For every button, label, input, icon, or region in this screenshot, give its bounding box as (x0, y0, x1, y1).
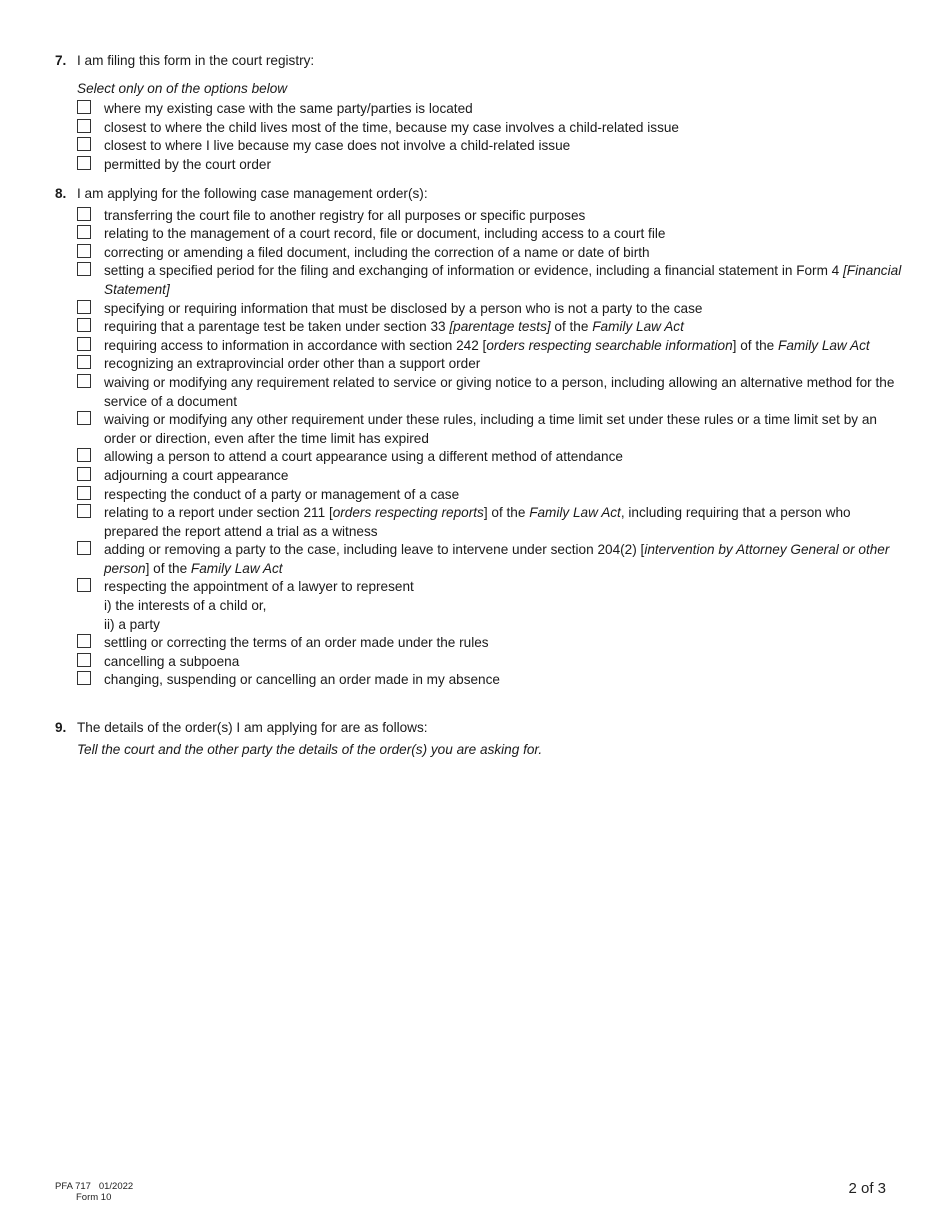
order-option-waive-requirement: waiving or modifying any other requirement under these rules, including a time limit set under these rules or a time limit set by an order or direction, even after the time limit has expired (77, 411, 905, 448)
question-number: 9. (55, 720, 67, 735)
lawyer-subitem: ii) a party (104, 616, 160, 632)
order-option-absence: changing, suspending or cancelling an order made in my absence (77, 671, 905, 690)
checkbox[interactable] (77, 156, 91, 170)
checkbox[interactable] (77, 448, 91, 462)
order-option-attendance-method: allowing a person to attend a court appearance using a different method of attendance (77, 448, 905, 467)
order-option-add-remove-party: adding or removing a party to the case, including leave to intervene under section 204(2) [intervention by Attorney General or other person] of the Family Law Act (77, 541, 905, 578)
order-option-appoint-lawyer: respecting the appointment of a lawyer to represent (77, 578, 905, 597)
order-option-searchable-info: requiring access to information in accordance with section 242 [orders respecting searchable information] of the Family Law Act (77, 337, 905, 356)
order-option-cancel-subpoena: cancelling a subpoena (77, 653, 905, 672)
question-text: I am filing this form in the court registry: (77, 53, 315, 68)
registry-option-court-order: permitted by the court order (77, 156, 905, 175)
checkbox[interactable] (77, 486, 91, 500)
checkbox[interactable] (77, 300, 91, 314)
checkbox[interactable] (77, 578, 91, 592)
registry-option-child-lives: closest to where the child lives most of the time, because my case involves a child-related issue (77, 119, 905, 138)
lawyer-subitem: i) the interests of a child or, (104, 598, 267, 614)
checkbox[interactable] (77, 671, 91, 685)
checkbox[interactable] (77, 467, 91, 481)
checkbox[interactable] (77, 207, 91, 221)
question-8 (55, 185, 905, 690)
order-option-transfer: transferring the court file to another registry for all purposes or specific purposes (77, 207, 905, 226)
order-option-court-record: relating to the management of a court record, file or document, including access to a court file (77, 225, 905, 244)
checkbox[interactable] (77, 411, 91, 425)
question-9 (55, 719, 905, 761)
question-text: I am applying for the following case management order(s): (77, 186, 428, 201)
checkbox[interactable] (77, 262, 91, 276)
instruction: Tell the court and the other party the details of the order(s) you are asking for. (77, 741, 543, 757)
order-option-parentage-test: requiring that a parentage test be taken under section 33 [parentage tests] of the Family Law Act (77, 318, 905, 337)
question-number: 8. (55, 186, 67, 201)
order-option-conduct: respecting the conduct of a party or management of a case (77, 486, 905, 505)
checkbox[interactable] (77, 653, 91, 667)
checkbox[interactable] (77, 337, 91, 351)
checkbox[interactable] (77, 244, 91, 258)
order-option-settle-terms: settling or correcting the terms of an order made under the rules (77, 634, 905, 653)
question-text: The details of the order(s) I am applying for are as follows: (77, 720, 428, 735)
question-7 (55, 52, 905, 175)
registry-option-existing-case: where my existing case with the same party/parties is located (77, 100, 905, 119)
question-number: 7. (55, 53, 67, 68)
instruction: Select only on of the options below (77, 80, 288, 96)
checkbox[interactable] (77, 100, 91, 114)
form-name: Form 10 (76, 1192, 112, 1203)
form-code: PFA 717 01/2022 Form 10 (55, 1181, 134, 1203)
order-option-adjourn: adjourning a court appearance (77, 467, 905, 486)
checkbox[interactable] (77, 355, 91, 369)
checkbox[interactable] (77, 137, 91, 151)
order-option-service: waiving or modifying any requirement related to service or giving notice to a person, including allowing an alternative method for the service of a document (77, 374, 905, 411)
checkbox[interactable] (77, 504, 91, 518)
order-option-extraprovincial: recognizing an extraprovincial order other than a support order (77, 355, 905, 374)
checkbox[interactable] (77, 225, 91, 239)
checkbox[interactable] (77, 318, 91, 332)
checkbox[interactable] (77, 119, 91, 133)
registry-option-i-live: closest to where I live because my case does not involve a child-related issue (77, 137, 905, 156)
order-option-disclosure: specifying or requiring information that must be disclosed by a person who is not a party to the case (77, 300, 905, 319)
order-option-correct-document: correcting or amending a filed document, including the correction of a name or date of birth (77, 244, 905, 263)
order-option-filing-period: setting a specified period for the filing and exchanging of information or evidence, including a financial statement in Form 4 [Financial Statement] (77, 262, 905, 299)
order-option-report: relating to a report under section 211 [orders respecting reports] of the Family Law Act, including requiring that a person who prepared the report attend a trial as a witness (77, 504, 905, 541)
checkbox[interactable] (77, 634, 91, 648)
checkbox[interactable] (77, 541, 91, 555)
checkbox[interactable] (77, 374, 91, 388)
page-number: 2 of 3 (848, 1180, 886, 1197)
